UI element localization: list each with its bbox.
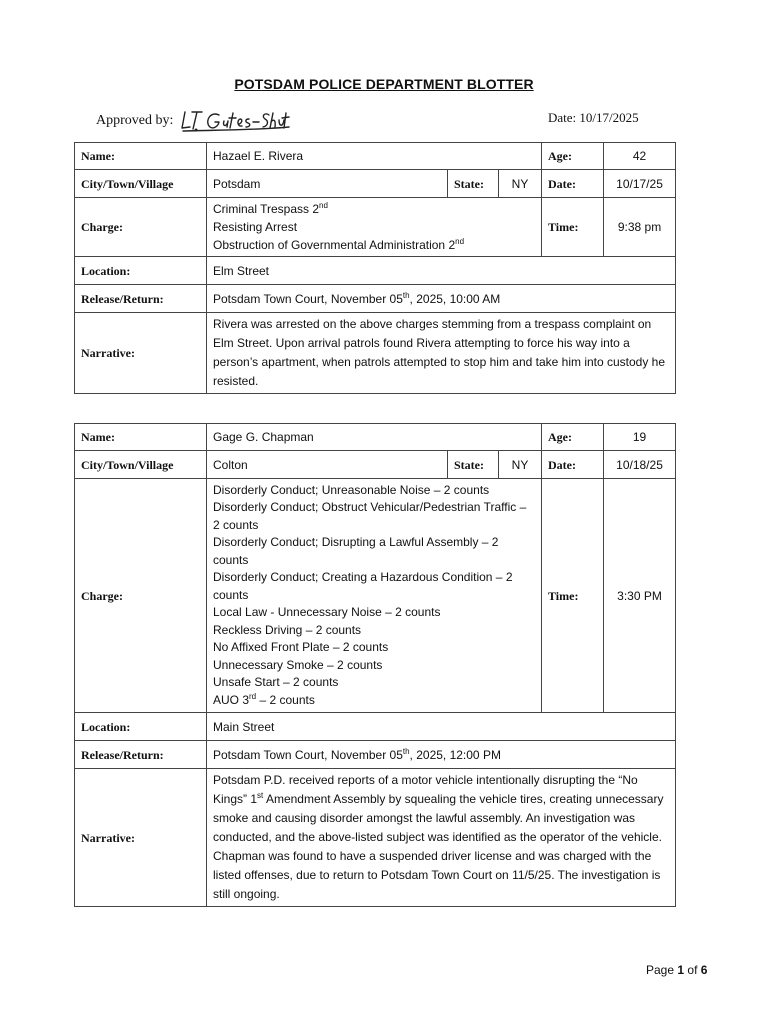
- narrative-row: [75, 769, 676, 907]
- location-value: Main Street: [207, 713, 676, 741]
- location-label: Location:: [75, 713, 207, 741]
- narrative-row: [75, 313, 676, 394]
- charge-item: Resisting Arrest: [213, 220, 298, 234]
- charge-item: No Affixed Front Plate – 2 counts: [213, 640, 389, 655]
- city-label: City/Town/Village: [75, 451, 207, 479]
- state-label: State:: [448, 170, 499, 198]
- state-value: NY: [499, 451, 542, 479]
- signature-image: [179, 108, 291, 134]
- charge-row: [75, 479, 676, 713]
- approval-date: [548, 110, 639, 126]
- approved-by-label: Approved by:: [96, 113, 174, 128]
- charge-label: Charge:: [75, 479, 207, 713]
- release-label: Release/Return:: [75, 285, 207, 313]
- state-value: NY: [499, 170, 542, 198]
- location-row: [75, 713, 676, 741]
- charge-list: [207, 198, 542, 257]
- time-value: 9:38 pm: [604, 198, 676, 257]
- time-value: 3:30 PM: [604, 479, 676, 713]
- city-label: City/Town/Village: [75, 170, 207, 198]
- page-number: Page 1 of 6: [646, 963, 708, 977]
- charge-item: Disorderly Conduct; Obstruct Vehicular/Pedestrian Traffic – 2 counts: [213, 500, 527, 532]
- city-value: Colton: [207, 451, 448, 479]
- charge-item: Reckless Driving – 2 counts: [213, 622, 362, 637]
- charge-item: Disorderly Conduct; Creating a Hazardous Condition – 2 counts: [213, 570, 513, 602]
- time-label: Time:: [542, 198, 604, 257]
- city-row: [75, 170, 676, 198]
- time-label: Time:: [542, 479, 604, 713]
- charge-item: Local Law - Unnecessary Noise – 2 counts: [213, 605, 441, 620]
- name-value: Hazael E. Rivera: [207, 143, 542, 170]
- blotter-record-2: [74, 423, 676, 907]
- release-row: [75, 741, 676, 769]
- location-row: [75, 257, 676, 285]
- charge-item: Disorderly Conduct; Unreasonable Noise – 2 counts: [213, 482, 490, 497]
- name-label: Name:: [75, 143, 207, 170]
- charge-item: Criminal Trespass 2nd: [213, 201, 328, 216]
- charge-item: Unsafe Start – 2 counts: [213, 675, 339, 690]
- age-label: Age:: [542, 143, 604, 170]
- age-label: Age:: [542, 424, 604, 451]
- city-row: [75, 451, 676, 479]
- date-label: Date:: [542, 170, 604, 198]
- charge-list: [207, 479, 542, 713]
- narrative-label: Narrative:: [75, 769, 207, 907]
- charge-row: [75, 198, 676, 257]
- date-label: Date:: [542, 451, 604, 479]
- charge-item: Disorderly Conduct; Disrupting a Lawful Assembly – 2 counts: [213, 535, 499, 567]
- page-title: POTSDAM POLICE DEPARTMENT BLOTTER: [234, 76, 534, 92]
- name-label: Name:: [75, 424, 207, 451]
- state-label: State:: [448, 451, 499, 479]
- charge-label: Charge:: [75, 198, 207, 257]
- release-label: Release/Return:: [75, 741, 207, 769]
- age-value: 19: [604, 424, 676, 451]
- release-value: Potsdam Town Court, November 05th, 2025, 10:00 AM: [207, 285, 676, 313]
- approval-date-label: Date:: [548, 110, 577, 125]
- age-value: 42: [604, 143, 676, 170]
- charge-item: Obstruction of Governmental Administration 2nd: [213, 237, 465, 252]
- location-label: Location:: [75, 257, 207, 285]
- name-row: [75, 143, 676, 170]
- narrative-text: Potsdam P.D. received reports of a motor vehicle intentionally disrupting the “No Kings” 1st Amendment Assembly by squealing the vehicle tires, creating unnecessary smoke and causing disorder amongst the lawful assembly. An investigation was conducted, and the above-listed subject was identified as the operator of the vehicle. Chapman was found to have a suspended driver license and was charged with the listed offenses, due to return to Potsdam Town Court on 11/5/25. The investigation is still ongoing.: [207, 769, 676, 907]
- blotter-record-1: [74, 142, 676, 394]
- charge-item: Unnecessary Smoke – 2 counts: [213, 657, 383, 672]
- release-value: Potsdam Town Court, November 05th, 2025, 12:00 PM: [207, 741, 676, 769]
- location-value: Elm Street: [207, 257, 676, 285]
- name-row: [75, 424, 676, 451]
- approval-date-value: 10/17/2025: [579, 110, 639, 125]
- city-value: Potsdam: [207, 170, 448, 198]
- release-row: [75, 285, 676, 313]
- narrative-text: Rivera was arrested on the above charges stemming from a trespass complaint on Elm Street. Upon arrival patrols found Rivera attempting to force his way into a person’s apartment, when patrols attempted to stop him and take him into custody he resisted.: [207, 313, 676, 394]
- name-value: Gage G. Chapman: [207, 424, 542, 451]
- approved-by: [96, 108, 291, 134]
- narrative-label: Narrative:: [75, 313, 207, 394]
- date-value: 10/18/25: [604, 451, 676, 479]
- charge-item: AUO 3rd – 2 counts: [213, 691, 315, 707]
- date-value: 10/17/25: [604, 170, 676, 198]
